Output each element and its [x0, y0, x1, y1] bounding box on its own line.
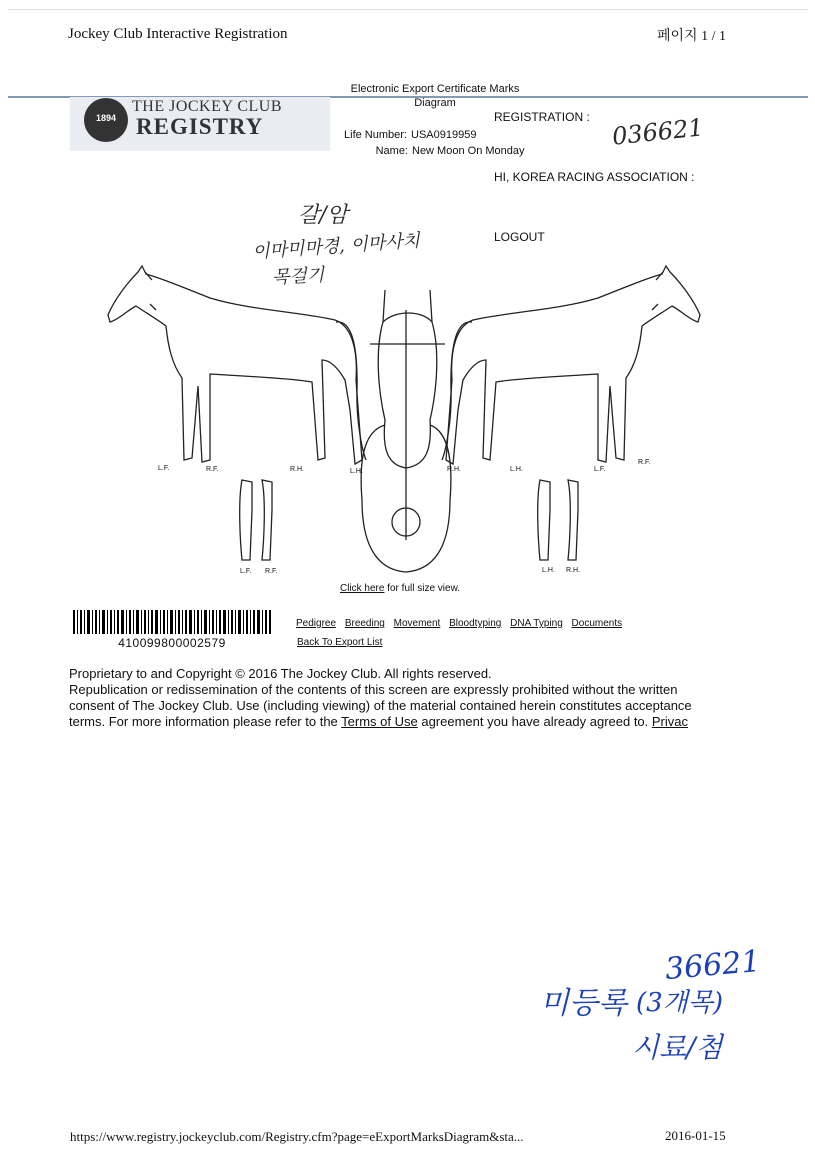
handwritten-color-sex: 갈/암 [298, 203, 348, 228]
right-horse-label-rh: R.H. [447, 466, 461, 473]
left-horse-label-lf: L.F. [158, 465, 170, 472]
left-horse-label-rh: R.H. [290, 466, 304, 473]
registration-label: REGISTRATION : [494, 110, 590, 124]
right-horse-label-rf: R.F. [638, 459, 651, 466]
full-size-view-note [300, 583, 500, 594]
back-to-export-list-link[interactable]: Back To Export List [297, 637, 383, 648]
documents-link[interactable]: Documents [571, 618, 623, 629]
legal-line4 [69, 714, 749, 730]
logout-link[interactable]: LOGOUT [494, 230, 545, 244]
legal-line3: consent of The Jockey Club. Use (including viewing) of the material contained herein constitutes acceptance [69, 698, 692, 713]
diagram-title-line1: Electronic Export Certificate Marks [350, 83, 520, 95]
horse-name-label: Name: [375, 145, 408, 157]
handwritten-unregistered: 미등록 [540, 986, 627, 1021]
handwritten-markings-line2: 목걸기 [271, 264, 325, 289]
left-side-horse-icon [108, 266, 366, 464]
barcode-image [73, 610, 271, 634]
handwritten-registration-number: 036621 [610, 113, 705, 151]
handwritten-bottom-paren: (3개목) [636, 988, 724, 1018]
diagram-title [300, 82, 570, 110]
pedigree-link[interactable]: Pedigree [296, 618, 337, 629]
right-horse-label-lh: L.H. [510, 466, 523, 473]
horse-marks-diagram[interactable] [100, 260, 720, 580]
horse-record-links [296, 618, 628, 629]
bloodtyping-link[interactable]: Bloodtyping [449, 618, 502, 629]
handwritten-bottom-number: 36621 [663, 943, 762, 988]
life-number-label: Life Number: [344, 129, 407, 141]
left-horse-label-lh: L.H. [350, 468, 363, 475]
front-legs-icon [240, 480, 272, 560]
greeting-label: HI, KOREA RACING ASSOCIATION : [494, 170, 695, 184]
right-horse-label-lf: L.F. [594, 466, 606, 473]
left-horse-label-rf: R.F. [206, 466, 219, 473]
top-edge-line [8, 9, 808, 10]
horse-name-value: New Moon On Monday [412, 145, 525, 157]
right-side-horse-icon [442, 266, 700, 464]
legal-line2: Republication or redissemination of the contents of this screen are expressly prohibited without the written [69, 682, 678, 697]
print-footer-url: https://www.registry.jockeyclub.com/Registry.cfm?page=eExportMarksDiagram&sta... [70, 1129, 524, 1144]
barcode-number: 410099800002579 [118, 636, 226, 650]
terms-of-use-link[interactable]: Terms of Use [341, 714, 418, 729]
hind-legs-icon [538, 480, 578, 560]
legal-line4-pre: terms. For more information please refer to the [69, 714, 342, 729]
legal-line1: Proprietary to and Copyright © 2016 The Jockey Club. All rights reserved. [69, 666, 492, 681]
handwritten-sample-note: 시료/첨 [632, 1031, 723, 1064]
front-legs-label-rf: R.F. [265, 568, 278, 575]
copyright-notice [69, 666, 749, 730]
print-header-title: Jockey Club Interactive Registration [68, 26, 288, 42]
handwritten-markings-line1: 이마미마경, 이마사치 [251, 230, 421, 263]
seal-year: 1894 [95, 113, 117, 123]
front-legs-label-lf: L.F. [240, 568, 252, 575]
click-here-rest: for full size view. [384, 583, 461, 594]
click-here-link[interactable]: Click here [339, 583, 385, 594]
diagram-title-line2: Diagram [414, 97, 456, 109]
logo-line1: THE JOCKEY CLUB [132, 98, 283, 115]
hind-legs-label-lh: L.H. [542, 567, 555, 574]
logo-line2: REGISTRY [136, 114, 264, 139]
life-number-value: USA0919959 [411, 129, 477, 141]
front-head-icon [361, 290, 451, 572]
dna-typing-link[interactable]: DNA Typing [510, 618, 563, 629]
movement-link[interactable]: Movement [393, 618, 441, 629]
privacy-link[interactable]: Privac [651, 714, 689, 729]
print-footer-date: 2016-01-15 [665, 1128, 726, 1143]
legal-line4-mid: agreement you have already agreed to. [417, 714, 652, 729]
print-page-number: 페이지 1 / 1 [657, 29, 726, 44]
breeding-link[interactable]: Breeding [344, 618, 385, 629]
hind-legs-label-rh: R.H. [566, 567, 580, 574]
